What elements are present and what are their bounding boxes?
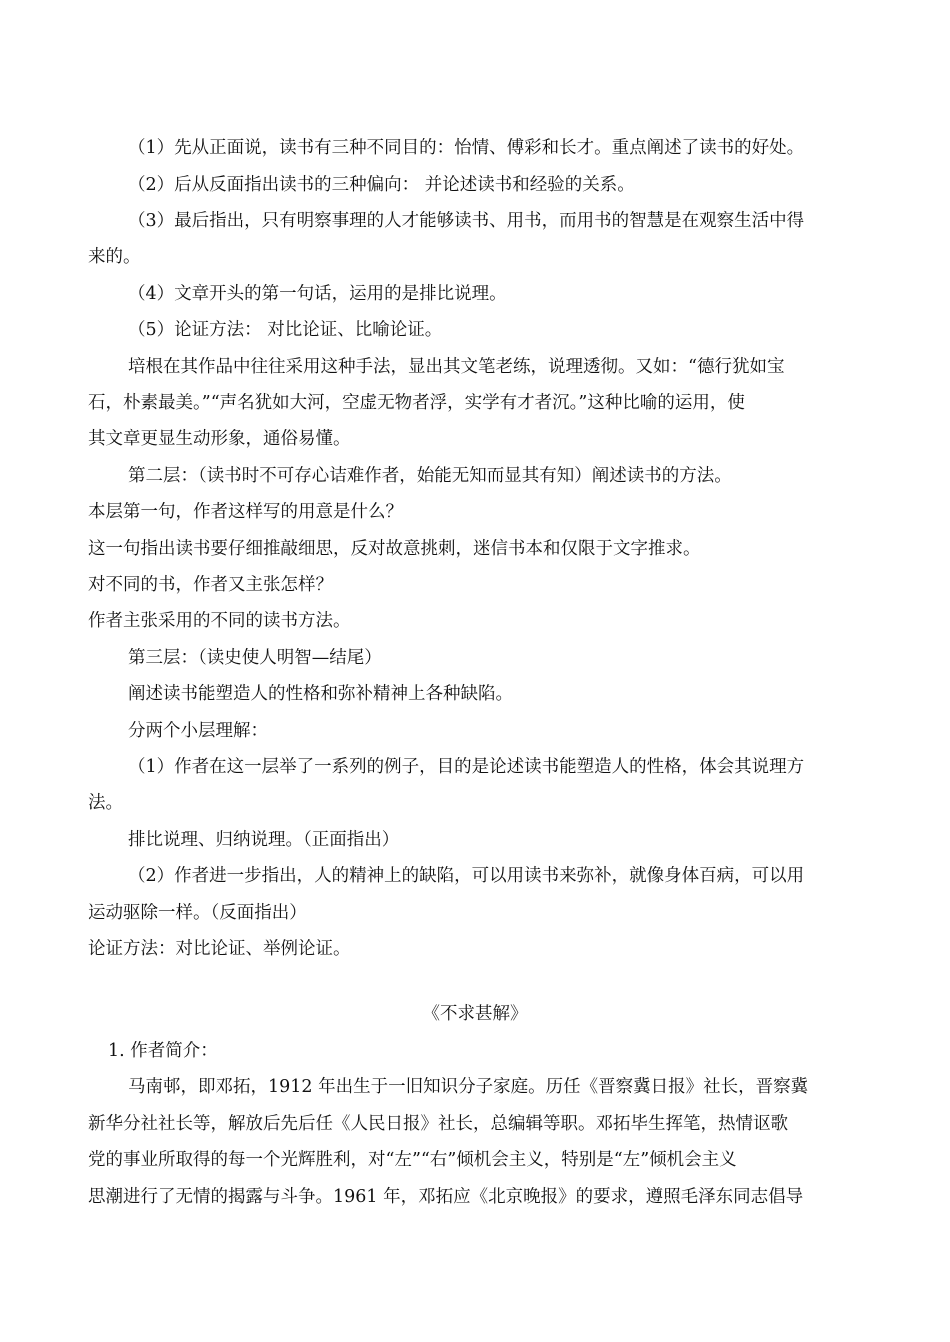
paragraph-line: 分两个小层理解： xyxy=(128,721,268,741)
section-title: 《不求甚解》 xyxy=(422,1004,528,1024)
paragraph-line: 思潮进行了无情的揭露与斗争。1961 年，邓拓应《北京晚报》的要求，遵照毛泽东同志倡导 xyxy=(88,1187,804,1207)
paragraph-line: 法。 xyxy=(88,793,123,813)
paragraph-line: （2）后从反面指出读书的三种偏向： 并论述读书和经验的关系。 xyxy=(128,175,635,195)
paragraph-line: 对不同的书，作者又主张怎样？ xyxy=(88,575,333,595)
paragraph-line: 作者主张采用的不同的读书方法。 xyxy=(88,611,351,631)
paragraph-line: 培根在其作品中往往采用这种手法，显出其文笔老练，说理透彻。又如：“德行犹如宝 xyxy=(128,357,785,377)
paragraph-line: 运动驱除一样。（反面指出） xyxy=(88,903,307,923)
paragraph-line: 这一句指出读书要仔细推敲细思，反对故意挑刺，迷信书本和仅限于文字推求。 xyxy=(88,539,701,559)
paragraph-line: 排比说理、归纳说理。（正面指出） xyxy=(128,830,400,850)
section-heading-line: 第二层：（读书时不可存心诘难作者，始能无知而显其有知）阐述读书的方法。 xyxy=(128,466,732,486)
paragraph-line: 阐述读书能塑造人的性格和弥补精神上各种缺陷。 xyxy=(128,684,513,704)
paragraph-line: 其文章更显生动形象，通俗易懂。 xyxy=(88,429,351,449)
paragraph-line: （1）作者在这一层举了一系列的例子，目的是论述读书能塑造人的性格，体会其说理方 xyxy=(128,757,805,777)
paragraph-line: 来的。 xyxy=(88,247,141,267)
paragraph-line: （5）论证方法： 对比论证、比喻论证。 xyxy=(128,320,443,340)
paragraph-line: （3）最后指出，只有明察事理的人才能够读书、用书，而用书的智慧是在观察生活中得 xyxy=(128,211,805,231)
paragraph-line: 马南邨，即邓拓，1912 年出生于一旧知识分子家庭。历任《晋察冀日报》社长，晋察冀 xyxy=(128,1077,809,1097)
paragraph-line: 新华分社社长等，解放后先后任《人民日报》社长，总编辑等职。邓拓毕生挥笔，热情讴歌 xyxy=(88,1114,788,1134)
paragraph-line: 论证方法：对比论证、举例论证。 xyxy=(88,939,351,959)
section-heading-line: 第三层：（读史使人明智—结尾） xyxy=(128,648,382,668)
paragraph-line: 党的事业所取得的每一个光辉胜利，对“左”“右”倾机会主义，特别是“左”倾机会主义 xyxy=(88,1150,737,1170)
paragraph-line: （4）文章开头的第一句话，运用的是排比说理。 xyxy=(128,284,507,304)
subsection-heading: 1. 作者简介： xyxy=(108,1041,218,1061)
paragraph-line: 石，朴素最美。”“声名犹如大河，空虚无物者浮，实学有才者沉。”这种比喻的运用，使 xyxy=(88,393,745,413)
paragraph-line: （2）作者进一步指出，人的精神上的缺陷，可以用读书来弥补，就像身体百病，可以用 xyxy=(128,866,805,886)
paragraph-line: 本层第一句，作者这样写的用意是什么？ xyxy=(88,502,403,522)
paragraph-line: （1）先从正面说，读书有三种不同目的：怡情、傅彩和长才。重点阐述了读书的好处。 xyxy=(128,138,805,158)
